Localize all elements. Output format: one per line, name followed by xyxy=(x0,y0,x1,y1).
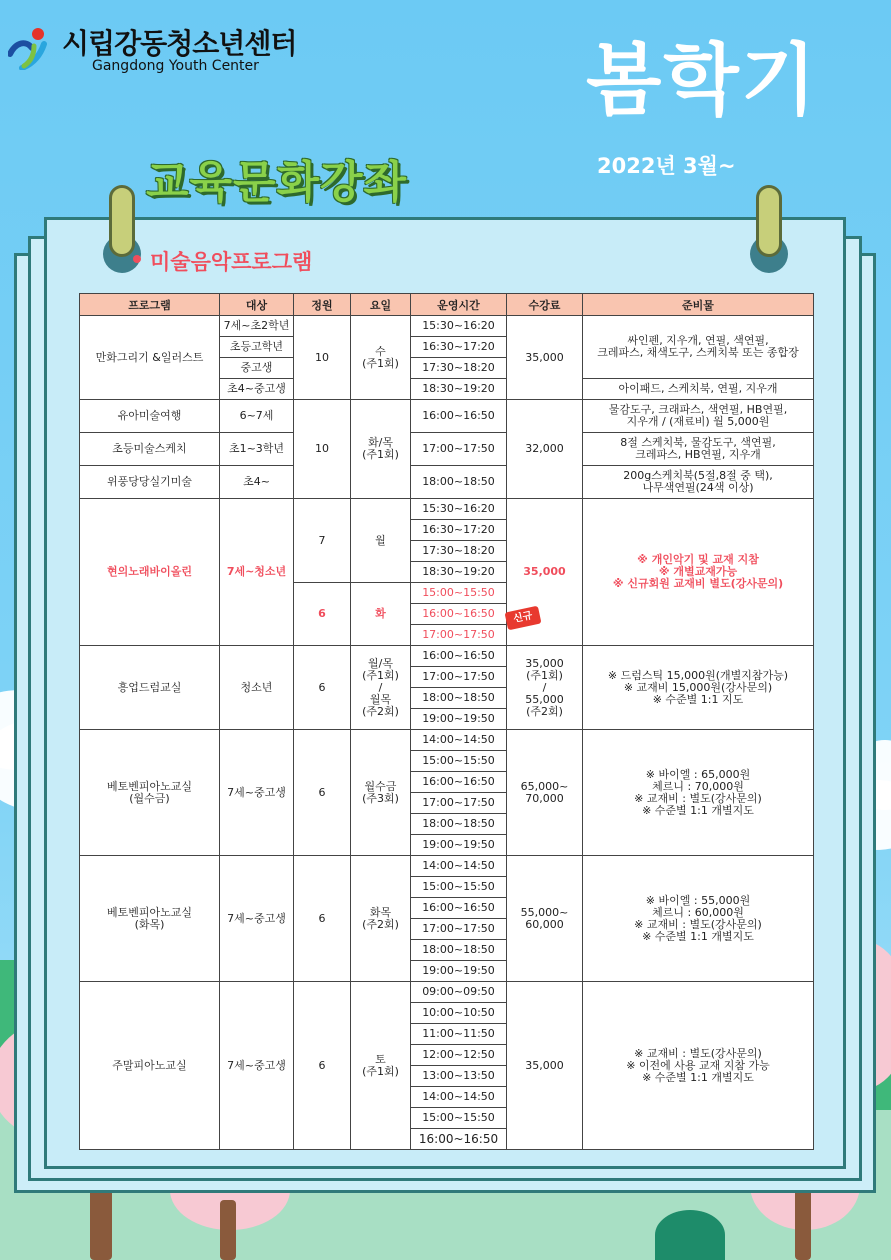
column-header: 운영시간 xyxy=(411,294,507,316)
capacity-cell: 10 xyxy=(294,400,351,499)
note-line: ※ 이전에 사용 교재 지참 가능 xyxy=(626,1058,770,1072)
day-frequency: (주2회) xyxy=(362,704,399,718)
note-line: ※ 드럼스틱 15,000원(개별지참가능) xyxy=(607,668,789,682)
time-cell: 16:30~17:20 xyxy=(411,337,507,358)
table-row xyxy=(80,982,814,1003)
day-frequency: (주1회) xyxy=(362,356,399,370)
day-frequency: (주3회) xyxy=(362,791,399,805)
day-cell xyxy=(351,400,411,499)
time-cell: 15:30~16:20 xyxy=(411,499,507,520)
time-cell: 17:00~17:50 xyxy=(411,433,507,466)
capacity-cell: 6 xyxy=(294,583,351,646)
target-cell: 초1~3학년 xyxy=(220,433,294,466)
program-line: 베토벤피아노교실 xyxy=(106,779,192,793)
supplies-cell: 아이패드, 스케치북, 연필, 지우개 xyxy=(583,379,814,400)
table-row xyxy=(80,400,814,433)
note-line: ※ 바이엘 : 65,000원 xyxy=(645,767,751,781)
hill xyxy=(655,1210,725,1260)
time-cell: 17:00~17:50 xyxy=(411,625,507,646)
day-text: 월목 xyxy=(369,692,392,706)
note-line: ※ 바이엘 : 55,000원 xyxy=(645,893,751,907)
fee-cell xyxy=(507,730,583,856)
note-line: ※ 수준별 1:1 개별지도 xyxy=(642,1070,754,1084)
day-cell xyxy=(351,856,411,982)
target-cell: 초등고학년 xyxy=(220,337,294,358)
start-date: 2022년 3월~ xyxy=(597,154,736,178)
time-cell: 14:00~14:50 xyxy=(411,730,507,751)
time-cell: 17:00~17:50 xyxy=(411,793,507,814)
main-title: 교육문화강좌 xyxy=(146,157,408,208)
table-row xyxy=(80,499,814,520)
program-name xyxy=(80,856,220,982)
capacity-cell: 6 xyxy=(294,856,351,982)
target-cell: 7세~중고생 xyxy=(220,730,294,856)
supplies-line: 크레파스, 채색도구, 스케치북 또는 종합장 xyxy=(597,346,799,359)
time-cell: 15:00~15:50 xyxy=(411,877,507,898)
day-cell xyxy=(351,982,411,1150)
program-line: (화목) xyxy=(134,917,165,931)
time-cell: 10:00~10:50 xyxy=(411,1003,507,1024)
time-cell: 16:00~16:50 xyxy=(411,1129,507,1150)
note-line: ※ 수준별 1:1 개별지도 xyxy=(642,929,754,943)
time-cell: 15:00~15:50 xyxy=(411,583,507,604)
target-cell: 7세~초2학년 xyxy=(220,316,294,337)
supplies-line: 나무색연필(24색 이상) xyxy=(642,481,754,494)
table-row xyxy=(80,433,814,466)
capacity-cell: 6 xyxy=(294,646,351,730)
column-header: 프로그램 xyxy=(80,294,220,316)
note-line: ※ 수준별 1:1 지도 xyxy=(652,692,744,706)
time-cell: 15:00~15:50 xyxy=(411,751,507,772)
target-cell: 7세~청소년 xyxy=(220,499,294,646)
day-text: 토 xyxy=(375,1052,386,1066)
target-cell: 6~7세 xyxy=(220,400,294,433)
fee-cell: 32,000 xyxy=(507,400,583,499)
fee-line: 55,000~ xyxy=(520,905,569,919)
program-name: 유아미술여행 xyxy=(80,400,220,433)
time-cell: 16:00~16:50 xyxy=(411,604,507,625)
time-cell: 17:00~17:50 xyxy=(411,667,507,688)
schedule-table xyxy=(79,293,814,1150)
note-line: ※ 교재비 : 별도(강사문의) xyxy=(634,917,762,931)
time-cell: 18:30~19:20 xyxy=(411,379,507,400)
note-line: ※ 개별교재가능 xyxy=(658,565,738,578)
table-row xyxy=(80,856,814,877)
time-cell: 18:00~18:50 xyxy=(411,814,507,835)
program-line: (월수금) xyxy=(129,791,170,805)
time-cell: 14:00~14:50 xyxy=(411,856,507,877)
day-text: 월수금 xyxy=(364,779,397,793)
supplies-line: 200g스케치북(5절,8절 중 택), xyxy=(623,469,773,482)
time-cell: 13:00~13:50 xyxy=(411,1066,507,1087)
fee-line: (주2회) xyxy=(526,704,563,718)
capacity-cell: 7 xyxy=(294,499,351,583)
time-cell: 17:00~17:50 xyxy=(411,919,507,940)
fee-cell: 35,000 xyxy=(507,316,583,400)
column-header: 대상 xyxy=(220,294,294,316)
column-header: 요일 xyxy=(351,294,411,316)
note-line: ※ 교재비 15,000원(강사문의) xyxy=(623,680,773,694)
table-row xyxy=(80,730,814,751)
time-cell: 15:30~16:20 xyxy=(411,316,507,337)
target-cell: 청소년 xyxy=(220,646,294,730)
fee-cell: 35,000 xyxy=(507,982,583,1150)
time-cell: 16:00~16:50 xyxy=(411,898,507,919)
note-line: 체르니 : 60,000원 xyxy=(652,905,744,919)
capacity-cell: 6 xyxy=(294,982,351,1150)
fee-line: (주1회) xyxy=(526,668,563,682)
note-line: ※ 수준별 1:1 개별지도 xyxy=(642,803,754,817)
day-frequency: (주1회) xyxy=(362,1064,399,1078)
time-cell: 19:00~19:50 xyxy=(411,961,507,982)
table-row xyxy=(80,646,814,667)
supplies-cell xyxy=(583,316,814,379)
target-cell: 초4~중고생 xyxy=(220,379,294,400)
time-cell: 17:30~18:20 xyxy=(411,541,507,562)
program-name: 현의노래바이올린 xyxy=(80,499,220,646)
supplies-line: 물감도구, 크래파스, 색연필, HB연필, xyxy=(608,403,788,416)
table-row xyxy=(80,316,814,337)
notes-cell xyxy=(583,646,814,730)
supplies-line: 크레파스, HB연필, 지우개 xyxy=(635,448,761,461)
binder-ring xyxy=(756,185,782,257)
center-logo-icon xyxy=(8,26,48,70)
program-name: 초등미술스케치 xyxy=(80,433,220,466)
time-cell: 16:00~16:50 xyxy=(411,772,507,793)
capacity-cell: 6 xyxy=(294,730,351,856)
time-cell: 12:00~12:50 xyxy=(411,1045,507,1066)
time-cell: 19:00~19:50 xyxy=(411,709,507,730)
column-header: 준비물 xyxy=(583,294,814,316)
target-cell: 초4~ xyxy=(220,466,294,499)
time-cell: 18:00~18:50 xyxy=(411,466,507,499)
fee-line: 35,000 xyxy=(525,656,564,670)
supplies-cell xyxy=(583,400,814,433)
fee-line: / xyxy=(542,680,547,694)
time-cell: 19:00~19:50 xyxy=(411,835,507,856)
day-cell xyxy=(351,646,411,730)
supplies-cell xyxy=(583,433,814,466)
day-separator: / xyxy=(378,680,383,694)
time-cell: 18:30~19:20 xyxy=(411,562,507,583)
program-name: 주말피아노교실 xyxy=(80,982,220,1150)
day-cell xyxy=(351,316,411,400)
day-frequency: (주1회) xyxy=(362,668,399,682)
time-cell: 16:00~16:50 xyxy=(411,646,507,667)
day-frequency: (주2회) xyxy=(362,917,399,931)
time-cell: 15:00~15:50 xyxy=(411,1108,507,1129)
program-line: 베토벤피아노교실 xyxy=(106,905,192,919)
notes-cell xyxy=(583,730,814,856)
time-cell: 18:00~18:50 xyxy=(411,688,507,709)
center-name-korean: 시립강동청소년센터 xyxy=(62,27,297,60)
capacity-cell: 10 xyxy=(294,316,351,400)
note-line: ※ 교재비 : 별도(강사문의) xyxy=(634,791,762,805)
target-cell: 중고생 xyxy=(220,358,294,379)
time-cell: 18:00~18:50 xyxy=(411,940,507,961)
fee-line: 65,000~ xyxy=(520,779,569,793)
day-text: 월/목 xyxy=(368,656,393,670)
day-cell: 월 xyxy=(351,499,411,583)
note-line: ※ 신규회원 교재비 별도(강사문의) xyxy=(612,577,784,590)
notes-cell xyxy=(583,982,814,1150)
column-header: 수강료 xyxy=(507,294,583,316)
time-cell: 16:00~16:50 xyxy=(411,400,507,433)
fee-line: 60,000 xyxy=(525,917,564,931)
day-text: 화목 xyxy=(369,905,392,919)
time-cell: 14:00~14:50 xyxy=(411,1087,507,1108)
table-row xyxy=(80,466,814,499)
note-line: ※ 개인악기 및 교재 지참 xyxy=(637,553,759,566)
note-line: 체르니 : 70,000원 xyxy=(652,779,744,793)
new-badge: 신규 xyxy=(505,606,542,631)
fee-line: 70,000 xyxy=(525,791,564,805)
target-cell: 7세~중고생 xyxy=(220,982,294,1150)
target-cell: 7세~중고생 xyxy=(220,856,294,982)
supplies-line: 지우개 / (재료비) 월 5,000원 xyxy=(626,415,770,428)
program-name: 흥업드럼교실 xyxy=(80,646,220,730)
time-cell: 16:30~17:20 xyxy=(411,520,507,541)
day-text: 화/목 xyxy=(368,436,393,449)
season-title: 봄학기 xyxy=(586,36,819,126)
table-header-row xyxy=(80,294,814,316)
program-name: 만화그리기 &일러스트 xyxy=(80,316,220,400)
time-cell: 11:00~11:50 xyxy=(411,1024,507,1045)
fee-cell: 35,000 xyxy=(507,499,583,646)
time-cell: 17:30~18:20 xyxy=(411,358,507,379)
supplies-line: 싸인펜, 지우개, 연필, 색연필, xyxy=(627,334,769,347)
bullet-icon xyxy=(133,255,141,263)
center-name-english: Gangdong Youth Center xyxy=(92,58,259,74)
binder-ring xyxy=(109,185,135,257)
fee-line: 55,000 xyxy=(525,692,564,706)
program-name: 위풍당당실기미술 xyxy=(80,466,220,499)
notes-cell xyxy=(583,856,814,982)
program-name xyxy=(80,730,220,856)
fee-cell xyxy=(507,856,583,982)
day-cell: 화 xyxy=(351,583,411,646)
day-text: 수 xyxy=(375,344,386,358)
supplies-cell xyxy=(583,466,814,499)
day-cell xyxy=(351,730,411,856)
note-line: ※ 교재비 : 별도(강사문의) xyxy=(634,1046,762,1060)
column-header: 정원 xyxy=(294,294,351,316)
section-title: 미술음악프로그램 xyxy=(150,250,313,274)
day-frequency: (주1회) xyxy=(362,448,399,461)
supplies-line: 8절 스케치북, 물감도구, 색연필, xyxy=(620,436,776,449)
time-cell: 09:00~09:50 xyxy=(411,982,507,1003)
notes-cell xyxy=(583,499,814,646)
fee-cell xyxy=(507,646,583,730)
tree-trunk xyxy=(220,1200,236,1260)
